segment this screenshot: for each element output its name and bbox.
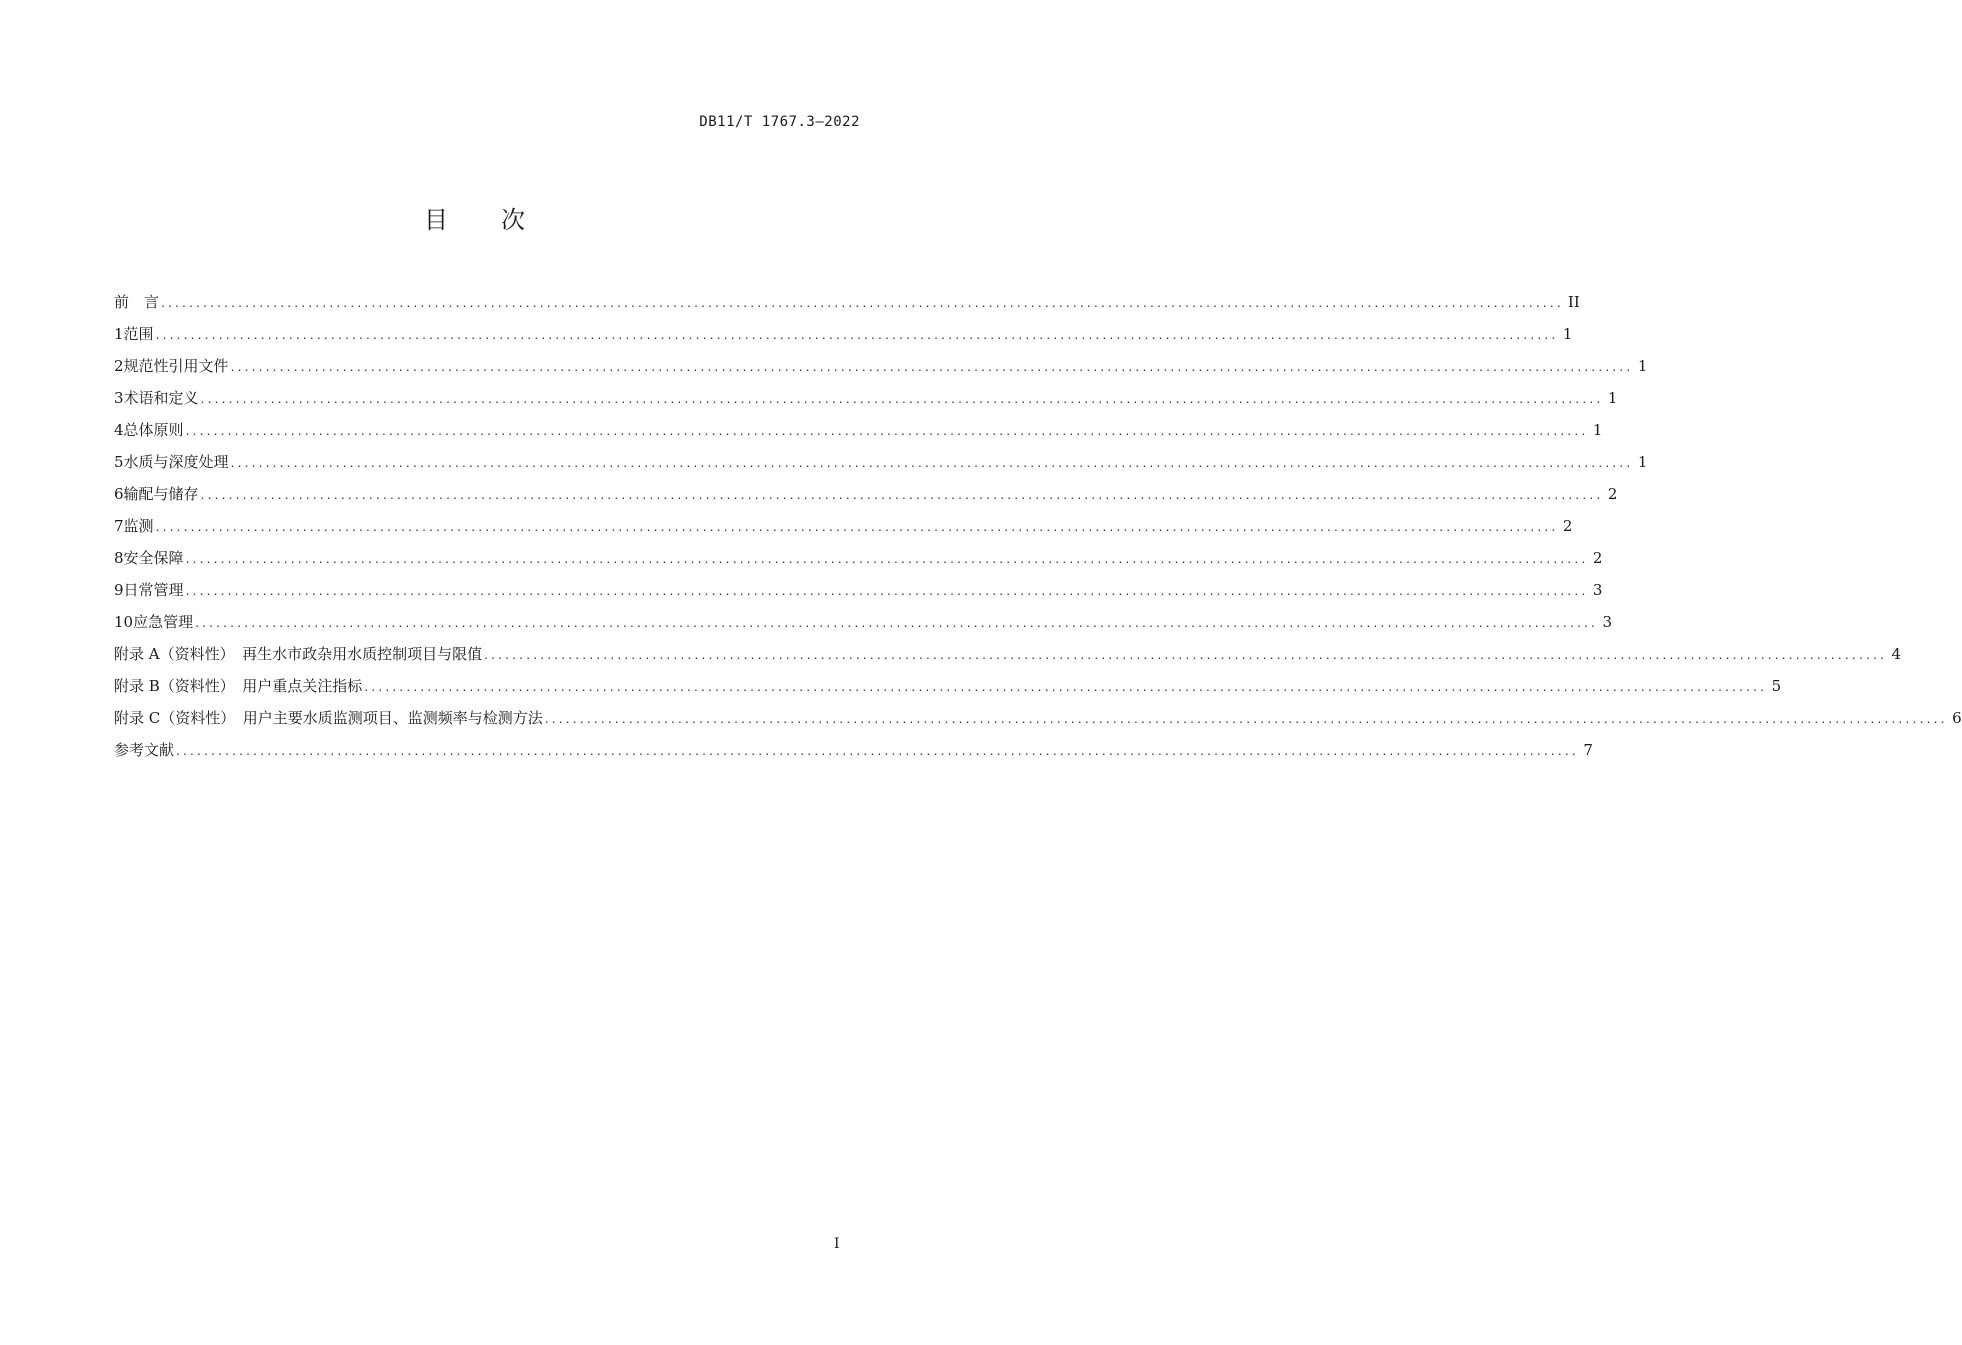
toc-entry-number: 5 <box>114 453 124 471</box>
toc-leader-dots: ........................................................................................................................................................................................................ <box>200 392 1604 406</box>
toc-leader-dots: ........................................................................................................................................................................................................ <box>185 584 1589 598</box>
toc-leader-dots: ........................................................................................................................................................................................................ <box>161 296 1564 310</box>
toc-entry-label: 附录 C（资料性） 用户主要水质监测项目、监测频率与检测方法 <box>114 709 543 727</box>
toc-entry-9[interactable] <box>114 574 1603 606</box>
toc-entry-8[interactable] <box>114 542 1603 574</box>
toc-entry-appendix-a[interactable] <box>114 638 1901 670</box>
toc-entry-page: 1 <box>1562 325 1573 343</box>
toc-entry-page: 3 <box>1592 581 1603 599</box>
page-title <box>0 200 950 235</box>
page-number: I <box>834 1236 840 1252</box>
toc-entry-number: 6 <box>114 485 124 503</box>
toc-entry-5[interactable] <box>114 446 1648 478</box>
toc-entry-page: 2 <box>1562 517 1573 535</box>
toc-leader-dots: ........................................................................................................................................................................................................ <box>155 328 1559 342</box>
toc-leader-dots: ........................................................................................................................................................................................................ <box>484 648 1887 662</box>
toc-entry-label: 术语和定义 <box>123 389 199 407</box>
toc-leader-dots: ........................................................................................................................................................................................................ <box>200 488 1604 502</box>
toc-entry-page: 1 <box>1637 357 1648 375</box>
toc-entry-2[interactable] <box>114 350 1648 382</box>
toc-entry-page: 7 <box>1583 741 1593 759</box>
toc-entry-number: 2 <box>114 357 124 375</box>
toc-entry-page: 1 <box>1592 421 1603 439</box>
toc-entry-label: 监测 <box>123 517 154 535</box>
toc-leader-dots: ........................................................................................................................................................................................................ <box>185 552 1589 566</box>
toc-entry-label: 附录 B（资料性） 用户重点关注指标 <box>114 677 363 695</box>
toc-entry-label: 附录 A（资料性） 再生水市政杂用水质控制项目与限值 <box>114 645 483 663</box>
toc-entry-label: 范围 <box>123 325 154 343</box>
toc-leader-dots: ........................................................................................................................................................................................................ <box>195 616 1598 630</box>
title-char-2: 次 <box>501 206 526 234</box>
toc-entry-label: 输配与储存 <box>123 485 199 503</box>
toc-entry-page: 3 <box>1602 613 1612 631</box>
toc-entry-number: 10 <box>114 613 134 631</box>
toc-entry-label: 前 言 <box>114 293 160 311</box>
toc-leader-dots: ........................................................................................................................................................................................................ <box>155 520 1559 534</box>
toc-entry-appendix-b[interactable] <box>114 670 1782 702</box>
title-char-1: 目 <box>424 206 449 234</box>
toc-entry-10[interactable] <box>114 606 1612 638</box>
toc-entry-page: 5 <box>1771 677 1782 695</box>
document-code: DB11/T 1767.3—2022 <box>699 114 860 130</box>
toc-leader-dots: ........................................................................................................................................................................................................ <box>230 456 1634 470</box>
toc-entry-number: 9 <box>114 581 124 599</box>
toc-leader-dots: ........................................................................................................................................................................................................ <box>185 424 1589 438</box>
toc-entry-page: 2 <box>1592 549 1603 567</box>
toc-entry-appendix-c[interactable] <box>114 702 1962 734</box>
toc-entry-3[interactable] <box>114 382 1618 414</box>
toc-entry-page: 4 <box>1891 645 1901 663</box>
toc-entry-1[interactable] <box>114 318 1573 350</box>
toc-entry-4[interactable] <box>114 414 1603 446</box>
toc-entry-page: 1 <box>1607 389 1618 407</box>
toc-entry-foreword[interactable] <box>114 286 1580 318</box>
toc-entry-label: 应急管理 <box>133 613 194 631</box>
toc-leader-dots: ........................................................................................................................................................................................................ <box>364 680 1768 694</box>
toc-entry-number: 3 <box>114 389 124 407</box>
toc-entry-7[interactable] <box>114 510 1573 542</box>
toc-entry-number: 4 <box>114 421 124 439</box>
toc-entry-label: 总体原则 <box>123 421 184 439</box>
table-of-contents <box>114 286 1962 766</box>
toc-entry-number: 8 <box>114 549 124 567</box>
toc-entry-page: 1 <box>1637 453 1648 471</box>
toc-leader-dots: ........................................................................................................................................................................................................ <box>544 712 1948 726</box>
toc-entry-page: 6 <box>1952 709 1962 727</box>
toc-entry-label: 安全保障 <box>123 549 184 567</box>
toc-entry-label: 日常管理 <box>123 581 184 599</box>
toc-entry-page: 2 <box>1607 485 1618 503</box>
toc-leader-dots: ........................................................................................................................................................................................................ <box>230 360 1634 374</box>
toc-entry-6[interactable] <box>114 478 1618 510</box>
toc-entry-references[interactable] <box>114 734 1593 766</box>
toc-leader-dots: ........................................................................................................................................................................................................ <box>176 744 1579 758</box>
toc-entry-page: II <box>1567 293 1580 311</box>
toc-entry-label: 参考文献 <box>114 741 175 759</box>
toc-entry-label: 规范性引用文件 <box>123 357 229 375</box>
toc-entry-number: 7 <box>114 517 124 535</box>
toc-entry-number: 1 <box>114 325 124 343</box>
toc-entry-label: 水质与深度处理 <box>123 453 229 471</box>
